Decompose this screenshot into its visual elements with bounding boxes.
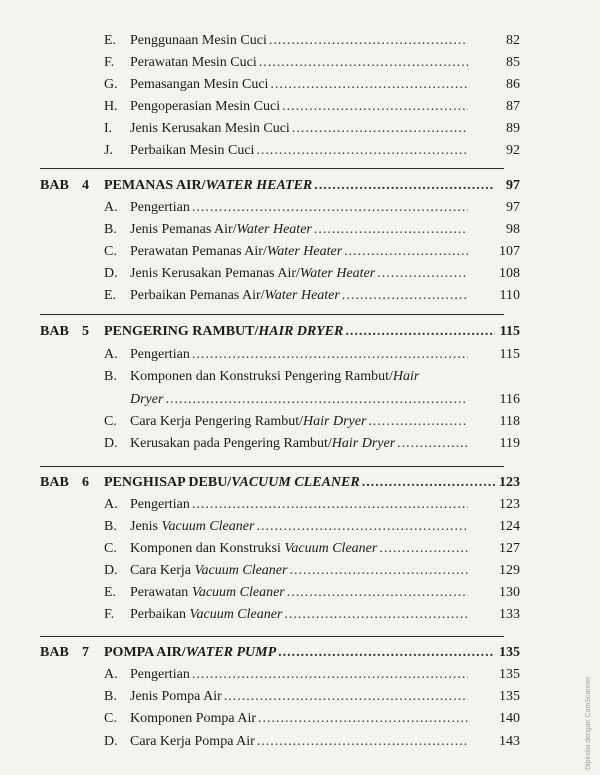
toc-item: H. Pengoperasian Mesin Cuci ..... 87	[0, 96, 600, 118]
toc-item-title: Cara Kerja Pengering Rambut/Hair Dryer	[130, 414, 367, 429]
toc-item-title: Cara Kerja Vacuum Cleaner	[130, 563, 288, 578]
toc-item: A. Pengertian ..... 97	[0, 197, 600, 219]
toc-item-title: Perawatan Vacuum Cleaner	[130, 585, 285, 600]
toc-item-title: Jenis Pemanas Air/Water Heater	[130, 222, 312, 237]
toc-item: E. Penggunaan Mesin Cuci ..... 82	[0, 30, 600, 52]
chapter-divider	[40, 168, 504, 169]
toc-item: C. Perawatan Pemanas Air/Water Heater ..... 107	[0, 241, 600, 263]
toc-item: C. Komponen dan Konstruksi Vacuum Cleaner ..... 127	[0, 538, 600, 560]
chapter-heading: BAB 7 POMPA AIR/WATER PUMP ..... 135	[0, 642, 600, 664]
toc-page-number: 143	[499, 734, 520, 749]
chapter-title: POMPA AIR/WATER PUMP	[104, 645, 277, 660]
toc-page-number: 108	[499, 266, 520, 281]
chapter-heading: BAB 4 PEMANAS AIR/WATER HEATER ..... 97	[0, 175, 600, 197]
toc-item-title: Komponen dan Konstruksi Pengering Rambut/Hair	[130, 369, 420, 384]
chapter-title: PENGHISAP DEBU/VACUUM CLEANER	[104, 475, 360, 490]
toc-item-title: Perbaikan Mesin Cuci	[130, 143, 255, 158]
toc-item-title: Pengertian	[130, 497, 190, 512]
toc-item-title: Perawatan Pemanas Air/Water Heater	[130, 244, 343, 259]
toc-page-number: 82	[506, 33, 520, 48]
toc-item-title: Komponen Pompa Air	[130, 711, 256, 726]
toc-item-continued	[0, 389, 600, 411]
toc-item: E. Perawatan Vacuum Cleaner ..... 130	[0, 582, 600, 604]
toc-item: J. Perbaikan Mesin Cuci ..... 92	[0, 140, 600, 162]
toc-item-title: Jenis Pompa Air	[130, 689, 222, 704]
toc-page-number: 118	[499, 414, 520, 429]
toc-item-title: Pengertian	[130, 347, 190, 362]
toc-item-title: Perbaikan Pemanas Air/Water Heater	[130, 288, 340, 303]
toc-item-title: Kerusakan pada Pengering Rambut/Hair Dryer	[130, 436, 396, 451]
toc-item-title: Pemasangan Mesin Cuci	[130, 77, 269, 92]
toc-item: E. Perbaikan Pemanas Air/Water Heater ..... 110	[0, 285, 600, 307]
toc-item: C. Cara Kerja Pengering Rambut/Hair Dryer ..... 118	[0, 411, 600, 433]
toc-item: B. Jenis Pemanas Air/Water Heater ..... 98	[0, 219, 600, 241]
toc-item: I. Jenis Kerusakan Mesin Cuci ..... 89	[0, 118, 600, 140]
toc-page-number: 127	[499, 541, 520, 556]
toc-page-number: 124	[499, 519, 520, 534]
toc-item-title: Cara Kerja Pompa Air	[130, 734, 255, 749]
toc-page-number: 110	[499, 288, 520, 303]
toc-item: B. Komponen dan Konstruksi Pengering Rambut/Hair	[0, 366, 600, 388]
toc-page-number: 85	[506, 55, 520, 70]
toc-page-number: 123	[499, 497, 520, 512]
toc-item-title: Jenis Vacuum Cleaner	[130, 519, 255, 534]
toc-page-number: 140	[499, 711, 520, 726]
toc-page-number: 135	[499, 689, 520, 704]
toc-item: A. Pengertian ..... 123	[0, 494, 600, 516]
toc-item: D. Jenis Kerusakan Pemanas Air/Water Heater ..... 108	[0, 263, 600, 285]
toc-page-number: 133	[499, 607, 520, 622]
chapter-heading: BAB 5 PENGERING RAMBUT/HAIR DRYER ..... 115	[0, 321, 600, 343]
toc-page-number: 98	[506, 222, 520, 237]
toc-page-number: 130	[499, 585, 520, 600]
toc-item-title: Komponen dan Konstruksi Vacuum Cleaner	[130, 541, 378, 556]
toc-item-title: Penggunaan Mesin Cuci	[130, 33, 267, 48]
toc-page-number: 97	[506, 200, 520, 215]
toc-page-number: 87	[506, 99, 520, 114]
toc-page-number: 119	[499, 436, 520, 451]
toc-item-title: Pengoperasian Mesin Cuci	[130, 99, 281, 114]
chapter-page-number: 97	[506, 178, 520, 193]
chapter-page-number: 135	[499, 645, 520, 660]
chapter-title: PENGERING RAMBUT/HAIR DRYER	[104, 324, 344, 339]
toc-item: G. Pemasangan Mesin Cuci ..... 86	[0, 74, 600, 96]
toc-item: F. Perawatan Mesin Cuci ..... 85	[0, 52, 600, 74]
toc-item-title: Jenis Kerusakan Mesin Cuci	[130, 121, 290, 136]
toc-item-title: Perbaikan Vacuum Cleaner	[130, 607, 283, 622]
toc-item: A. Pengertian ..... 115	[0, 344, 600, 366]
toc-page-number: 86	[506, 77, 520, 92]
toc-item-title-wrap: Dryer	[130, 392, 164, 407]
toc-item: F. Perbaikan Vacuum Cleaner ..... 133	[0, 604, 600, 626]
toc-item: D. Kerusakan pada Pengering Rambut/Hair Dryer ..... 119	[0, 433, 600, 455]
toc-item-title: Perawatan Mesin Cuci	[130, 55, 257, 70]
toc-page-number: 129	[499, 563, 520, 578]
chapter-title: PEMANAS AIR/WATER HEATER	[104, 178, 313, 193]
toc-page-number: 89	[506, 121, 520, 136]
chapter-page-number: 123	[499, 475, 520, 490]
chapter-divider	[40, 314, 504, 315]
toc-page-number: 92	[506, 143, 520, 158]
toc-item: B. Jenis Vacuum Cleaner ..... 124	[0, 516, 600, 538]
toc-page-number: 115	[499, 347, 520, 362]
toc-page-number: 135	[499, 667, 520, 682]
toc-item: D. Cara Kerja Pompa Air ..... 143	[0, 731, 600, 753]
toc-page-number: 107	[499, 244, 520, 259]
toc-page-number: 116	[499, 392, 520, 407]
chapter-page-number: 115	[499, 324, 520, 339]
toc-item-title: Jenis Kerusakan Pemanas Air/Water Heater	[130, 266, 376, 281]
toc-item: A. Pengertian ..... 135	[0, 664, 600, 686]
toc-item: C. Komponen Pompa Air ..... 140	[0, 708, 600, 730]
chapter-heading: BAB 6 PENGHISAP DEBU/VACUUM CLEANER ..... 123	[0, 472, 600, 494]
toc-item-title: Pengertian	[130, 200, 190, 215]
toc-item: B. Jenis Pompa Air ..... 135	[0, 686, 600, 708]
chapter-divider	[40, 636, 504, 637]
toc-item-title: Pengertian	[130, 667, 190, 682]
toc-item: D. Cara Kerja Vacuum Cleaner ..... 129	[0, 560, 600, 582]
chapter-divider	[40, 466, 504, 467]
scanner-watermark: Dipindai dengan CamScanner	[585, 676, 592, 770]
